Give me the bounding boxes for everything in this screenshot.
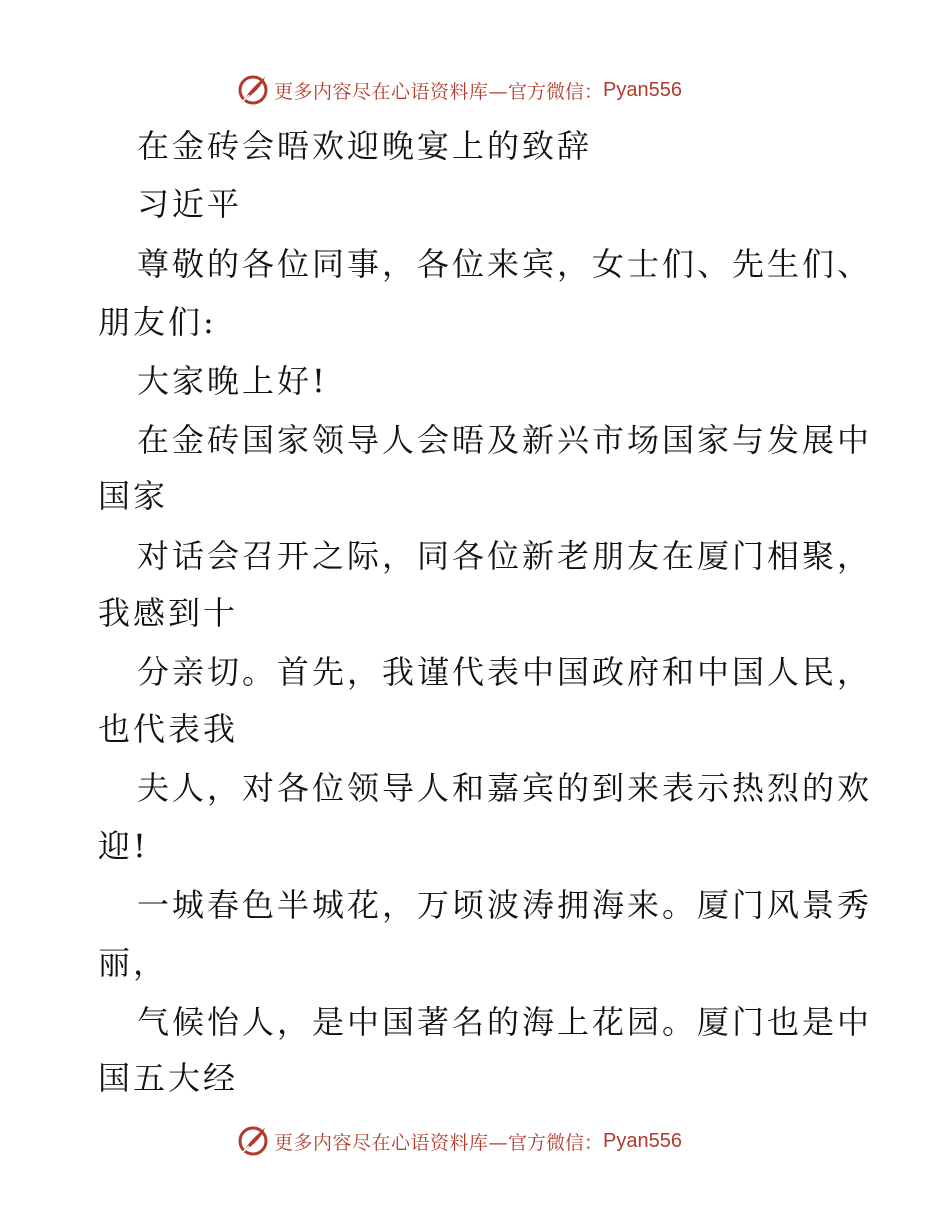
- header-wechat-label: 官方微信：: [508, 80, 604, 103]
- footer-banner: [236, 1124, 682, 1158]
- footer-wechat-label: 官方微信：: [508, 1131, 604, 1154]
- paragraph-line: 大家晚上好!: [137, 362, 328, 400]
- paragraph-line: 国家: [98, 477, 169, 515]
- paragraph-line: 一城春色半城花，万顷波涛拥海来。厦门风景秀: [137, 886, 873, 924]
- document-title: 在金砖会晤欢迎晚宴上的致辞: [137, 127, 593, 165]
- footer-wechat-id: Pyan556: [603, 1129, 682, 1152]
- paragraph-line: 我感到十: [98, 594, 239, 632]
- paragraph-line: 迎!: [98, 827, 149, 865]
- document-author: 习近平: [137, 185, 243, 223]
- header-text: 更多内容尽在心语资料库—: [274, 80, 509, 103]
- paragraph-line: 对话会召开之际，同各位新老朋友在厦门相聚，: [137, 537, 873, 575]
- quill-pen-logo-icon: [236, 73, 270, 107]
- paragraph-line: 在金砖国家领导人会晤及新兴市场国家与发展中: [137, 421, 873, 459]
- paragraph-line: 气候怡人，是中国著名的海上花园。厦门也是中: [137, 1003, 873, 1041]
- paragraph-line: 国五大经: [98, 1059, 239, 1097]
- paragraph-line: 夫人，对各位领导人和嘉宾的到来表示热烈的欢: [137, 769, 873, 807]
- footer-text: 更多内容尽在心语资料库—: [274, 1131, 509, 1154]
- paragraph-line: 也代表我: [98, 710, 239, 748]
- paragraph-line: 朋友们:: [98, 303, 217, 341]
- paragraph-line: 尊敬的各位同事，各位来宾，女士们、先生们、: [137, 245, 873, 283]
- quill-pen-logo-icon: [236, 1124, 270, 1158]
- paragraph-line: 分亲切。首先，我谨代表中国政府和中国人民，: [137, 653, 873, 691]
- header-banner: [236, 73, 682, 107]
- paragraph-line: 丽，: [98, 944, 169, 982]
- header-wechat-id: Pyan556: [603, 78, 682, 101]
